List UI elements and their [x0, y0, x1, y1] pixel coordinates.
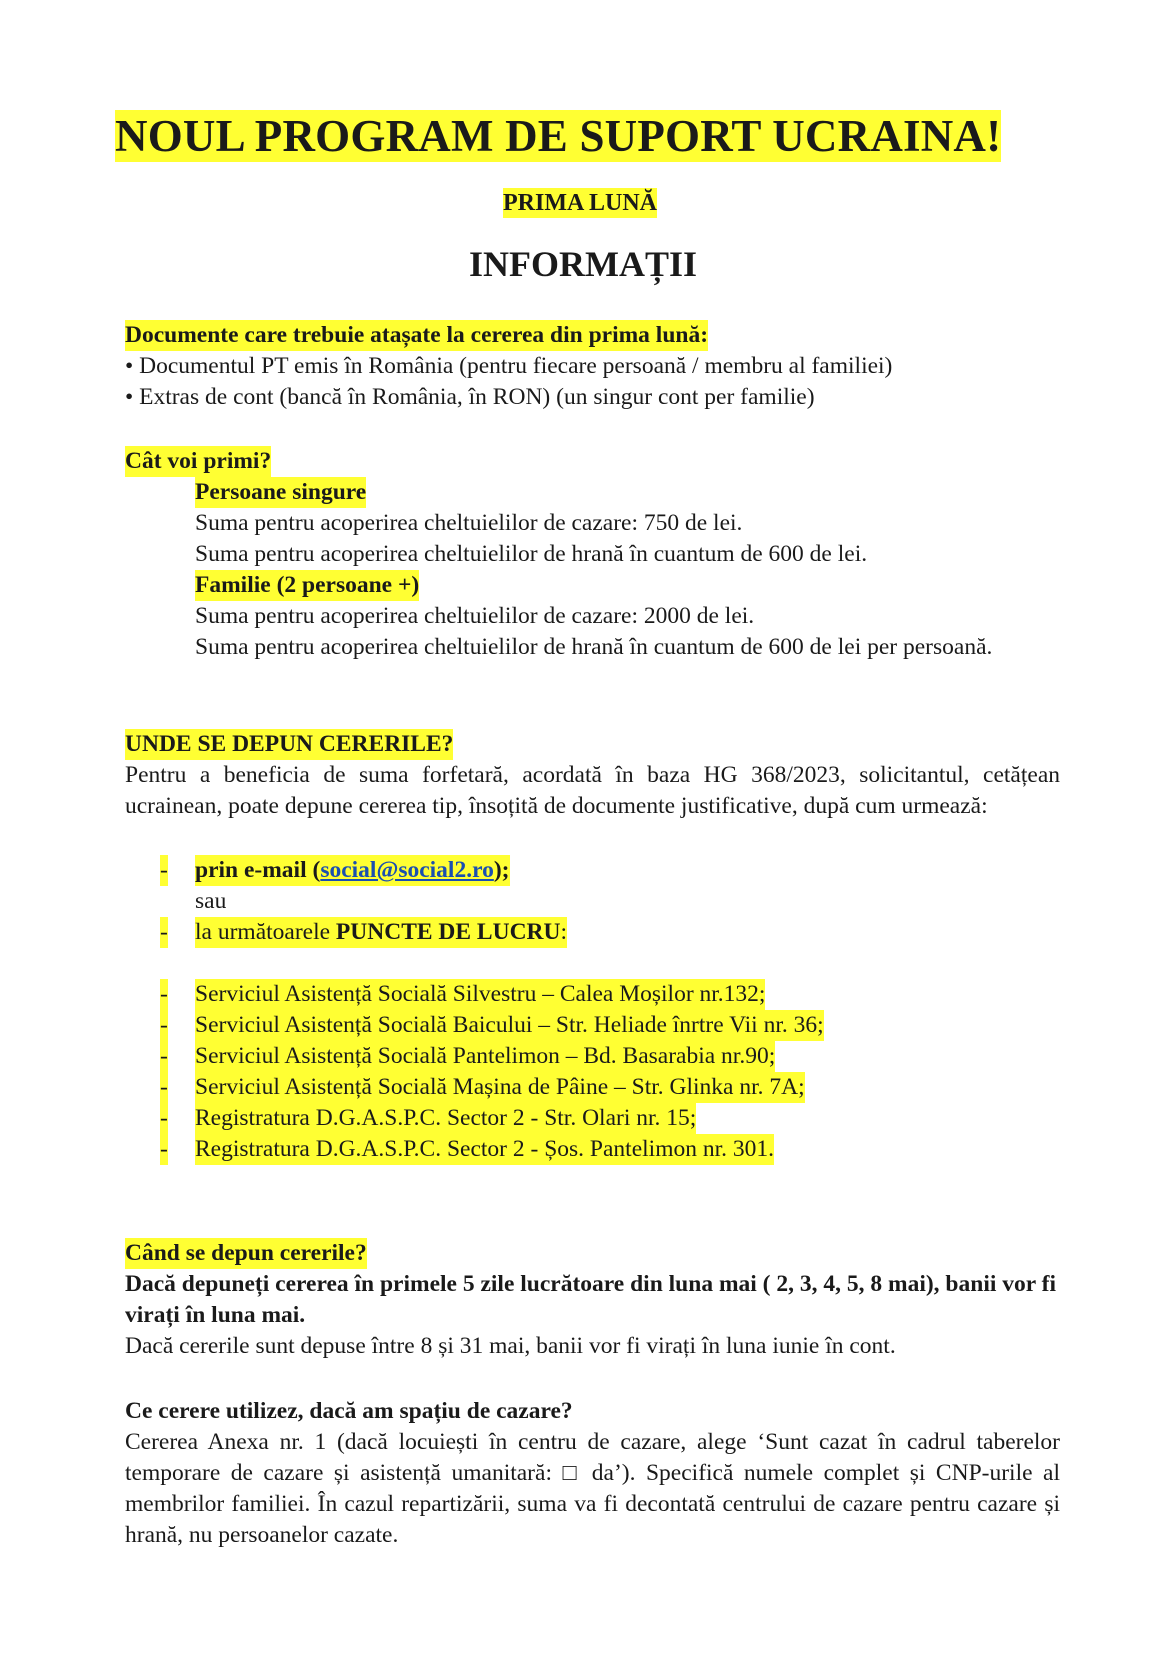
location-item: Registratura D.G.A.S.P.C. Sector 2 - Șos. Pantelimon nr. 301.: [195, 1134, 774, 1165]
which-text: Cererea Anexa nr. 1 (dacă locuiești în centru de cazare, alege ‘Sunt cazat în cadrul taberelor temporare de cazare și asistență umanitară: □ da’). Specifică numele complet și CNP-urile al membrilor familiei. În cazul repartizării, suma va fi decontată centrului de cazare pentru cazare și hrană, nu persoanelor cazate.: [125, 1429, 1060, 1548]
location-dash: -: [160, 1010, 168, 1041]
location-item: Serviciul Asistență Socială Baicului – Str. Heliade înrtre Vii nr. 36;: [195, 1010, 824, 1041]
page-title: NOUL PROGRAM DE SUPORT UCRAINA!: [115, 111, 1002, 161]
location-dash: -: [160, 1072, 168, 1103]
amounts-heading: Cât voi primi?: [125, 446, 271, 477]
family-housing-line: Suma pentru acoperirea cheltuielilor de cazare: 2000 de lei.: [195, 603, 755, 629]
family-label: Familie (2 persoane +): [195, 570, 419, 601]
which-heading: Ce cerere utilizez, dacă am spațiu de cazare?: [125, 1398, 573, 1424]
email-prefix: prin e-mail (: [195, 857, 321, 883]
where-heading: UNDE SE DEPUN CERERILE?: [125, 729, 453, 760]
points-option-dash: -: [160, 917, 168, 948]
page-subtitle: PRIMA LUNĂ: [503, 190, 657, 216]
single-housing-line: Suma pentru acoperirea cheltuielilor de cazare: 750 de lei.: [195, 510, 743, 536]
when-text: Dacă cererile sunt depuse între 8 și 31 mai, banii vor fi virați în luna iunie în cont.: [125, 1333, 896, 1359]
location-item: Serviciul Asistență Socială Mașina de Pâine – Str. Glinka nr. 7A;: [195, 1072, 805, 1103]
info-heading: INFORMAȚII: [469, 244, 698, 284]
location-item: Serviciul Asistență Socială Pantelimon – Bd. Basarabia nr.90;: [195, 1041, 775, 1072]
or-text: sau: [195, 888, 227, 914]
points-option: [195, 917, 567, 948]
location-item: Registratura D.G.A.S.P.C. Sector 2 - Str. Olari nr. 15;: [195, 1103, 696, 1134]
family-food-line: Suma pentru acoperirea cheltuielilor de hrană în cuantum de 600 de lei per persoană.: [195, 634, 993, 660]
documents-heading: Documente care trebuie atașate la cererea din prima lună:: [125, 320, 708, 351]
points-suffix: :: [560, 919, 568, 945]
single-persons-label: Persoane singure: [195, 477, 366, 508]
email-link[interactable]: social@social2.ro: [320, 857, 494, 883]
location-dash: -: [160, 979, 168, 1010]
when-heading: Când se depun cererile?: [125, 1238, 367, 1269]
documents-item: • Extras de cont (bancă în România, în RON) (un singur cont per familie): [125, 384, 815, 410]
where-intro: Pentru a beneficia de suma forfetară, acordată în baza HG 368/2023, solicitantul, cetățean ucrainean, poate depune cererea tip, însoțită de documente justificative, după cum urmează:: [125, 762, 1060, 819]
location-item: Serviciul Asistență Socială Silvestru – Calea Moșilor nr.132;: [195, 979, 765, 1010]
points-bold: PUNCTE DE LUCRU: [335, 919, 561, 945]
location-dash: -: [160, 1041, 168, 1072]
location-dash: -: [160, 1103, 168, 1134]
single-food-line: Suma pentru acoperirea cheltuielilor de hrană în cuantum de 600 de lei.: [195, 541, 868, 567]
when-bold-text: Dacă depuneți cererea în primele 5 zile lucrătoare din luna mai ( 2, 3, 4, 5, 8 mai), banii vor fi virați în luna mai.: [125, 1271, 1056, 1328]
email-option-dash: -: [160, 855, 168, 886]
email-option: [195, 855, 510, 886]
location-dash: -: [160, 1134, 168, 1165]
documents-item: • Documentul PT emis în România (pentru fiecare persoană / membru al familiei): [125, 353, 893, 379]
points-prefix: la următoarele: [195, 919, 336, 945]
email-suffix: );: [493, 857, 510, 883]
